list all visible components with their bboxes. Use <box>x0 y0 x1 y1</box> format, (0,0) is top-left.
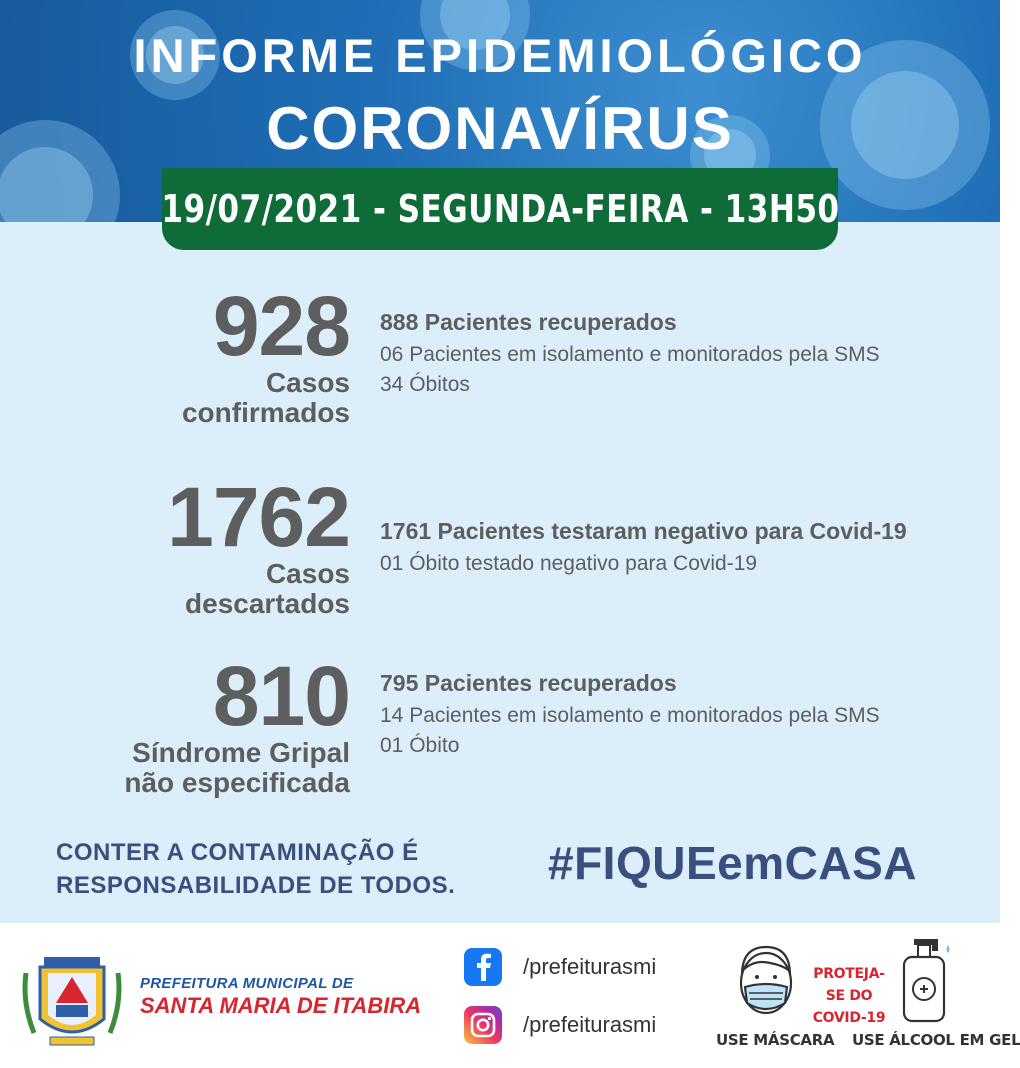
instagram-glyph <box>464 1006 502 1044</box>
gel-caption: USE ÁLCOOL EM GEL <box>852 1031 1020 1049</box>
flu-label <box>124 738 350 798</box>
confirmed-detail-isolation: 06 Pacientes em isolamento e monitorados pela SMS <box>380 343 880 366</box>
confirmed-detail-recovered: 888 Pacientes recuperados <box>380 309 677 335</box>
protect-yourself-text: PROTEJA-SE DO COVID-19 <box>812 966 886 1026</box>
confirmed-detail-deaths: 34 Óbitos <box>380 373 470 396</box>
facebook-handle[interactable]: /prefeiturasmi <box>523 954 657 979</box>
municipal-crest-icon <box>20 953 124 1049</box>
discarded-count: 1762 <box>167 470 350 564</box>
flu-detail-recovered: 795 Pacientes recuperados <box>380 670 677 696</box>
slogan-line2: RESPONSABILIDADE DE TODOS. <box>56 872 456 899</box>
instagram-handle[interactable]: /prefeiturasmi <box>523 1012 657 1037</box>
title-informe: INFORME EPIDEMIOLÓGICO <box>133 29 867 82</box>
date-text: 19/07/2021 - SEGUNDA-FEIRA - 13H50 <box>160 187 840 231</box>
hashtag-fique-em-casa: #FIQUEemCASA <box>548 837 917 889</box>
hand-sanitizer-icon <box>896 937 956 1025</box>
prefeitura-label: PREFEITURA MUNICIPAL DE <box>140 975 354 992</box>
facebook-glyph <box>464 948 502 986</box>
discarded-detail-death: 01 Óbito testado negativo para Covid-19 <box>380 552 758 575</box>
mask-caption: USE MÁSCARA <box>716 1031 835 1049</box>
flu-label-line2: não especificada <box>124 767 350 798</box>
discarded-detail-negative: 1761 Pacientes testaram negativo para Covid-19 <box>380 518 907 544</box>
footer <box>0 923 1020 1068</box>
flu-label-line1: Síndrome Gripal <box>132 737 350 768</box>
discarded-label-line1: Casos <box>265 558 350 589</box>
confirmed-label-line2: confirmados <box>181 397 350 428</box>
title-coronavirus: CORONAVÍRUS <box>266 95 734 162</box>
flu-detail-isolation: 14 Pacientes em isolamento e monitorados pela SMS <box>380 704 880 727</box>
confirmed-count: 928 <box>212 279 350 373</box>
instagram-icon[interactable] <box>464 1006 502 1044</box>
date-banner <box>162 168 838 250</box>
face-mask-icon <box>728 941 804 1025</box>
confirmed-label-line1: Casos <box>265 367 350 398</box>
municipality-name: SANTA MARIA DE ITABIRA <box>140 993 422 1018</box>
discarded-label <box>185 559 350 619</box>
facebook-icon[interactable] <box>464 948 502 986</box>
flu-count: 810 <box>212 649 350 743</box>
slogan <box>56 836 455 902</box>
slogan-line1: CONTER A CONTAMINAÇÃO É <box>56 839 419 866</box>
flu-detail-death: 01 Óbito <box>380 734 460 757</box>
discarded-label-line2: descartados <box>185 588 350 619</box>
confirmed-label <box>182 368 350 428</box>
